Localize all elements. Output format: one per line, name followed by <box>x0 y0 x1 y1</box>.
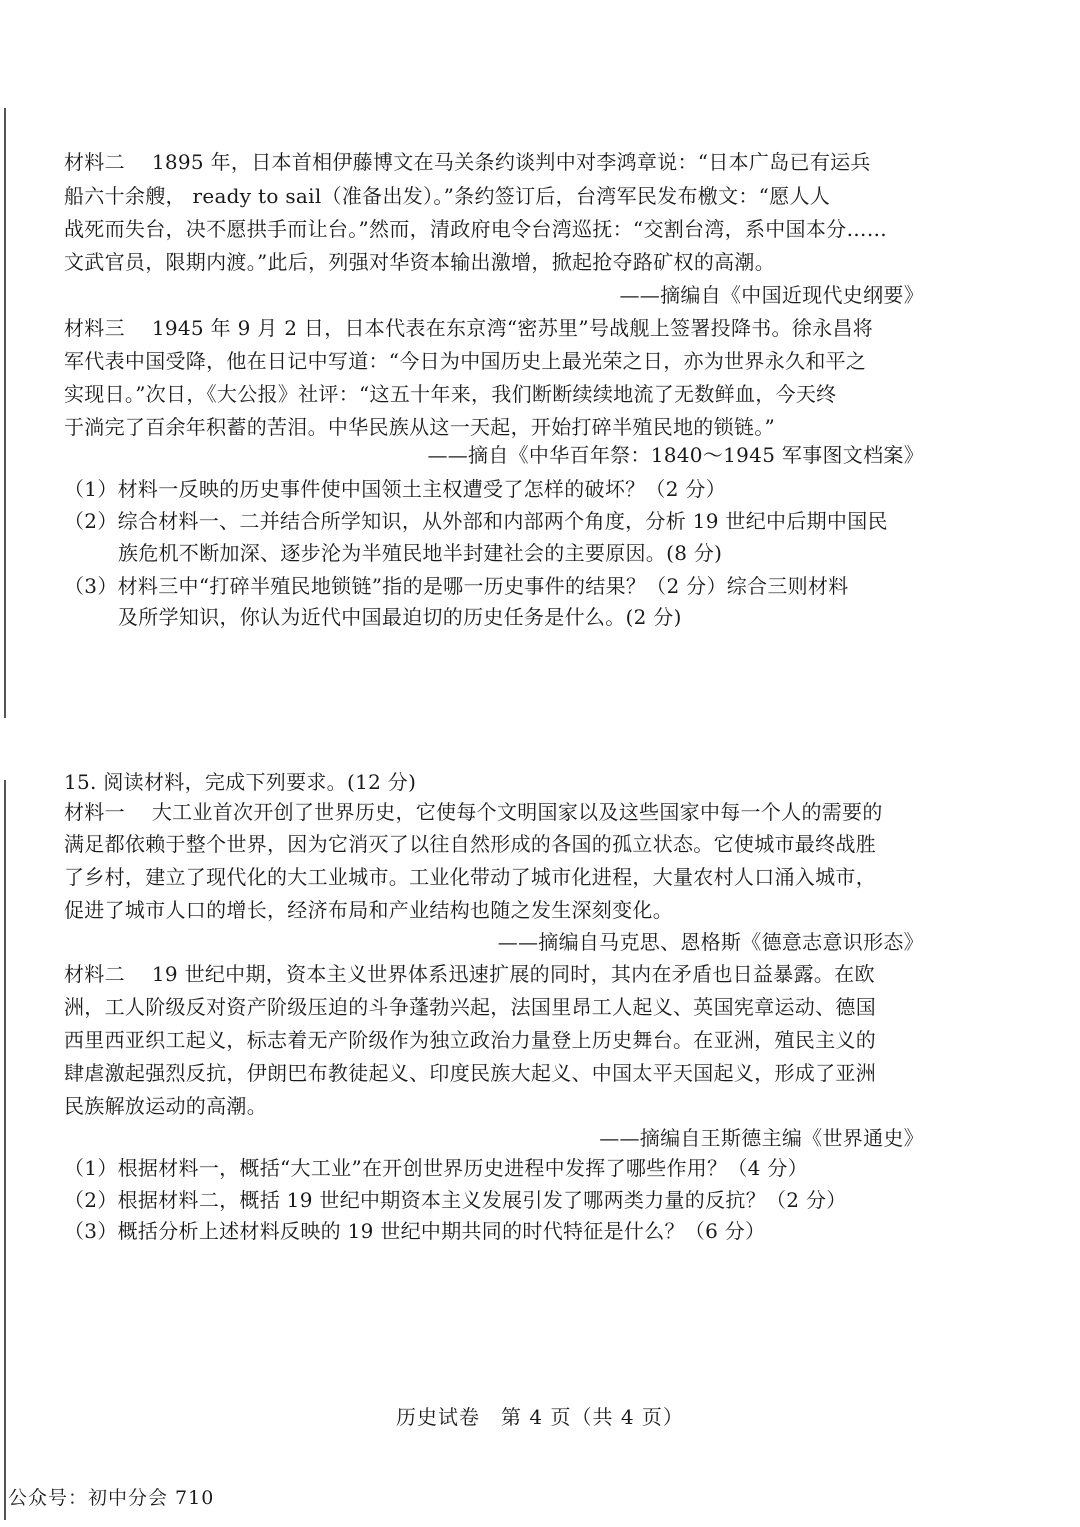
source-citation: ——摘编自王斯德主编《世界通史》 <box>599 1126 924 1150</box>
material-three-line: 军代表中国受降，他在日记中写道：“今日为中国历史上最光荣之日，亦为世界永久和平之 <box>64 349 867 373</box>
material-one-line: 材料一 大工业首次开创了世界历史，它使每个文明国家以及这些国家中每一个人的需要的 <box>64 800 883 824</box>
question-item-continued: 族危机不断加深、逐步沦为半殖民地半封建社会的主要原因。(8 分) <box>118 541 723 565</box>
material-three-line: 实现日。”次日，《大公报》社评：“这五十年来，我们断断续续地流了无数鲜血，今天终 <box>64 382 837 406</box>
question-item: （1）根据材料一，概括“大工业”在开创世界历史进程中发挥了哪些作用？（4 分） <box>64 1156 808 1180</box>
material-one-line: 了乡村，建立了现代化的大工业城市。工业化带动了城市化进程，大量农村人口涌入城市， <box>64 865 876 889</box>
material-three-line: 材料三 1945 年 9 月 2 日，日本代表在东京湾“密苏里”号战舰上签署投降书。徐永昌将 <box>64 316 874 340</box>
material-two-line: 材料二 19 世纪中期，资本主义世界体系迅速扩展的同时，其内在矛盾也日益暴露。在欧 <box>64 962 875 986</box>
question-item: （3）概括分析上述材料反映的 19 世纪中期共同的时代特征是什么？（6 分） <box>64 1219 766 1243</box>
material-two-line: 民族解放运动的高潮。 <box>64 1094 267 1118</box>
material-one-line: 满足都依赖于整个世界，因为它消灭了以往自然形成的各国的孤立状态。它使城市最终战胜 <box>64 832 876 856</box>
source-citation: ——摘自《中华百年祭：1840～1945 军事图文档案》 <box>427 443 924 467</box>
material-two-line: 战死而失台，决不愿拱手而让台。”然而，清政府电令台湾巡抚：“交割台湾，系中国本分…… <box>64 217 888 241</box>
material-two-line: 西里西亚织工起义，标志着无产阶级作为独立政治力量登上历史舞台。在亚洲，殖民主义的 <box>64 1028 876 1052</box>
watermark-text: 公众号：初中分会 710 <box>8 1487 215 1509</box>
source-citation: ——摘编自《中国近现代史纲要》 <box>619 283 924 307</box>
material-two-line: 文武官员，限期内渡。”此后，列强对华资本输出激增，掀起抢夺路矿权的高潮。 <box>64 250 776 274</box>
material-two-line: 材料二 1895 年，日本首相伊藤博文在马关条约谈判中对李鸿章说：“日本广岛已有运兵 <box>64 150 871 174</box>
material-two-line: 肆虐激起强烈反抗，伊朗巴布教徒起义、印度民族大起义、中国太平天国起义，形成了亚洲 <box>64 1061 876 1085</box>
question-15-title: 15. 阅读材料，完成下列要求。(12 分) <box>64 770 417 794</box>
question-item: （2）综合材料一、二并结合所学知识，从外部和内部两个角度，分析 19 世纪中后期中国民 <box>64 509 888 533</box>
material-one-line: 促进了城市人口的增长，经济布局和产业结构也随之发生深刻变化。 <box>64 898 673 922</box>
material-three-line: 于淌完了百余年积蓄的苦泪。中华民族从这一天起，开始打碎半殖民地的锁链。” <box>64 415 776 439</box>
question-item-continued: 及所学知识，你认为近代中国最迫切的历史任务是什么。(2 分) <box>118 605 682 629</box>
page-footer: 历史试卷 第 4 页（共 4 页） <box>396 1405 684 1429</box>
question-item: （1）材料一反映的历史事件使中国领土主权遭受了怎样的破坏？（2 分） <box>64 477 727 501</box>
question-item: （2）根据材料二，概括 19 世纪中期资本主义发展引发了哪两类力量的反抗？（2 分） <box>64 1188 847 1212</box>
material-two-line: 船六十余艘， ready to sail（准备出发）。”条约签订后，台湾军民发布檄文：“愿人人 <box>64 184 831 208</box>
question-item: （3）材料三中“打碎半殖民地锁链”指的是哪一历史事件的结果？（2 分）综合三则材料 <box>64 574 849 598</box>
binding-line <box>4 108 6 718</box>
source-citation: ——摘编自马克思、恩格斯《德意志意识形态》 <box>497 930 924 954</box>
material-two-line: 洲，工人阶级反对资产阶级压迫的斗争蓬勃兴起，法国里昂工人起义、英国宪章运动、德国 <box>64 995 876 1019</box>
